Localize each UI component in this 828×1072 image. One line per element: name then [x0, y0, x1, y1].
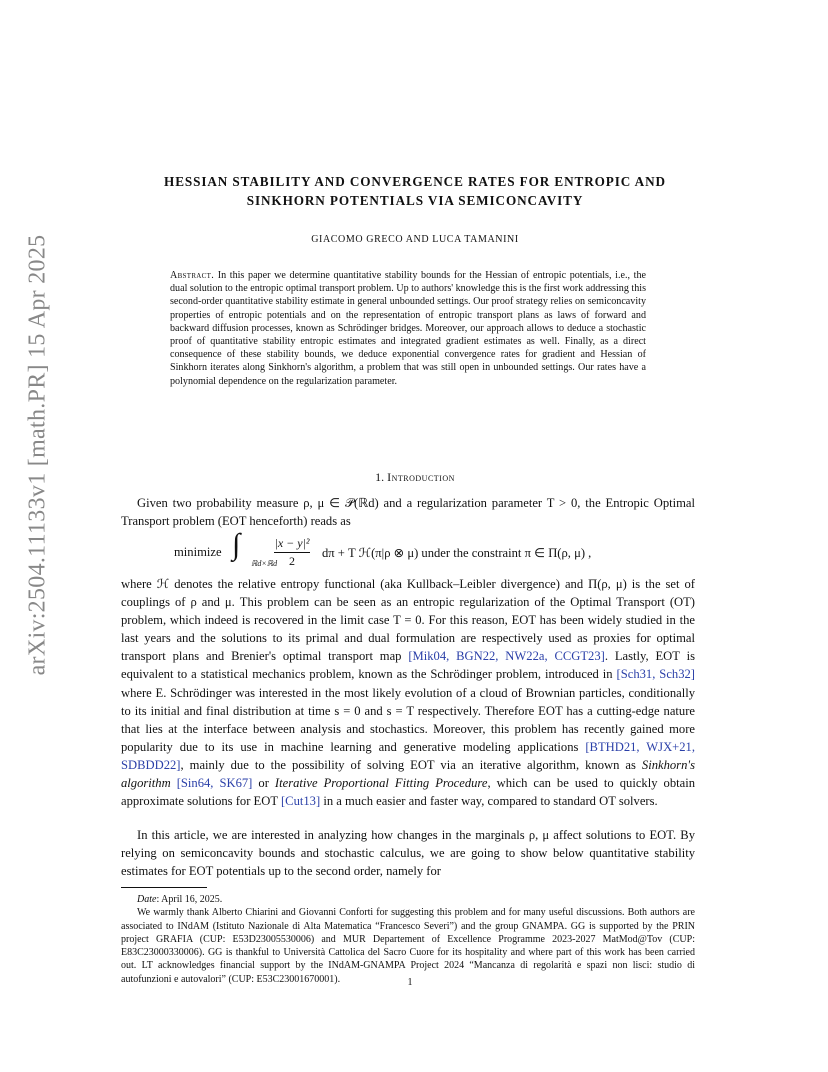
cost-fraction	[274, 536, 310, 569]
title-line-1: HESSIAN STABILITY AND CONVERGENCE RATES FOR ENTROPIC AND	[164, 174, 666, 189]
integral-sign: ∫	[232, 528, 241, 561]
section-number: 1.	[375, 470, 385, 484]
eq-rest: dπ + T ℋ(π|ρ ⊗ μ) under the constraint π ∈ Π(ρ, μ) ,	[322, 546, 592, 560]
page-number: 1	[407, 977, 413, 988]
title-line-2: SINKHORN POTENTIALS VIA SEMICONCAVITY	[246, 193, 584, 208]
p2-text-c: where E. Schrödinger was interested in the most likely evolution of a cloud of Brownian particles, conditionally to its initial and final distribution at time s = 0 and s = T respectively. Therefore EOT has a cutting-edge nature that lies at the interface between analysis and stochastics. Moreover, this problem has recently gained more popularity due to its use in machine learning and generative modeling applications	[121, 685, 695, 754]
footnote-acknowledgements: We warmly thank Alberto Chiarini and Giovanni Conforti for suggesting this problem and for many useful discussions. Both authors are associated to INdAM (Istituto Nazionale di Alta Matematica “Francesco Severi”) and the group GNAMPA. GG is supported by the PRIN project GRAFIA (CUP: E53D23005530006) and MUR Departement of Excellence Programme 2023-2027 MatMod@Tov (CUP: E83C23000330006). GG is thankful to Università Cattolica del Sacro Cuore for its hospitality and where part of this work has been carried out. LT acknowledges financial support by the INdAM-GNAMPA Project 2024 “Mancanza di regolarità e spazi non lisci: studio di autofunzioni e autovalori” (CUP: E53C23001670001).	[121, 907, 695, 985]
footnote-date	[121, 893, 695, 906]
p2-text-a: where ℋ denotes the relative entropy functional (aka Kullback–Leibler divergence) and Π(ρ, μ) is the set of couplings of ρ and μ. This problem can be seen as an entropic regularization of the Optimal Transport (OT) problem, which indeed is recovered in the limit case T = 0. For this reason, EOT has been widely studied in the last years and the solutions to its primal and dual formulation are respectively used as proxies for optimal transport plans and Brenier's optimal transport map	[121, 577, 695, 664]
fraction-numerator: |x − y|²	[274, 536, 310, 553]
p2-emph-ipfp: Iterative Proportional Fitting Procedure	[274, 776, 488, 791]
integral-domain: ℝd×ℝd	[251, 559, 278, 568]
section-heading	[120, 470, 710, 485]
date-label: Date	[137, 894, 157, 905]
eot-equation	[174, 528, 674, 572]
fraction-denominator: 2	[289, 554, 295, 568]
p2-text-h: , which can be used to quickly obtain approximate solutions for EOT	[121, 776, 696, 809]
p2-text-b: . Lastly, EOT is equivalent to a statistical mechanics problem, known as the Schrödinger problem, introduced in	[121, 649, 695, 682]
arxiv-sidebar-stamp	[18, 234, 58, 676]
abstract-label: Abstract.	[170, 270, 215, 281]
authors: GIACOMO GRECO AND LUCA TAMANINI	[311, 234, 519, 245]
citation-link[interactable]: [Sch31, Sch32]	[616, 667, 695, 682]
intro-paragraph-3: In this article, we are interested in analyzing how changes in the marginals ρ, μ affect solutions to EOT. By relying on semiconcavity bounds and stochastic calculus, we are going to show below quantitative stability estimates for EOT potentials up to the second order, namely for	[121, 828, 695, 879]
citation-link[interactable]: [Sin64, SK67]	[176, 776, 253, 791]
abstract	[170, 269, 646, 388]
date-value: : April 16, 2025.	[156, 894, 223, 905]
section-title: Introduction	[387, 470, 455, 484]
citation-link[interactable]: [Mik04, BGN22, NW22a, CCGT23]	[408, 649, 605, 664]
p2-text-f: or	[258, 776, 269, 791]
p2-text-i: in a much easier and faster way, compared to standard OT solvers.	[323, 794, 658, 809]
footnote-rule	[121, 887, 207, 888]
citation-link[interactable]: [Cut13]	[280, 794, 321, 809]
footnotes	[121, 893, 695, 986]
paper-title	[120, 172, 710, 210]
arxiv-identifier: arXiv:2504.11133v1 [math.PR] 15 Apr 2025	[24, 234, 51, 676]
citation-link[interactable]: [BTHD21, WJX+21, SDBDD22]	[121, 739, 696, 772]
intro-paragraph-1: Given two probability measure ρ, μ ∈ 𝒫(ℝd) and a regularization parameter T > 0, the Entropic Optimal Transport problem (EOT henceforth) reads as	[121, 496, 695, 529]
intro-paragraph-2	[121, 575, 695, 810]
p2-text-d: , mainly due to the possibility of solving EOT via an iterative algorithm, known as	[180, 757, 636, 772]
p2-emph-sinkhorn: Sinkhorn's algorithm	[121, 757, 695, 791]
abstract-text: In this paper we determine quantitative stability bounds for the Hessian of entropic potentials, i.e., the dual solution to the entropic optimal transport problem. Up to authors' knowledge this is the first work addressing this second-order quantitative stability estimate in general unbounded settings. Our proof strategy relies on semiconcavity properties of entropic potentials and on the representation of entropic transport plans as laws of forward and backward diffusion processes, known as Schrödinger bridges. Moreover, our approach allows to deduce a stochastic proof of quantitative stability entropic estimates and integrated gradient estimates as well. Finally, as a direct consequence of these stability bounds, we deduce exponential convergence rates for gradient and Hessian of Sinkhorn iterates along Sinkhorn's algorithm, a problem that was still open in unbounded settings. Our rates have a polynomial dependence on the regularization parameter.	[170, 270, 646, 387]
eq-minimize: minimize	[174, 545, 222, 559]
